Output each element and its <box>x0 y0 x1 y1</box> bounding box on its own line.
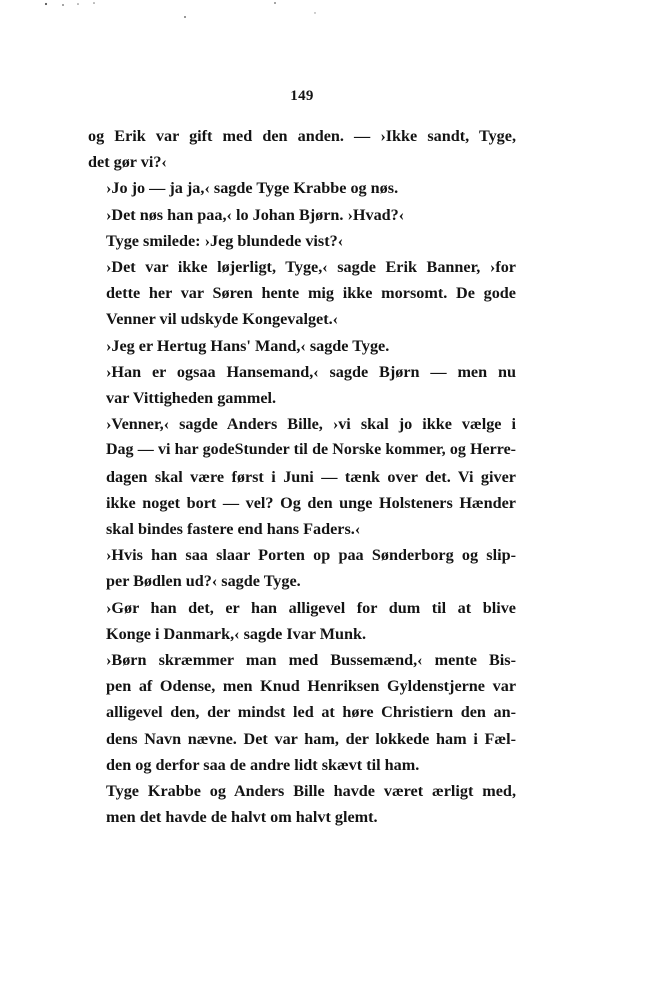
text-line: Tyge smilede: ›Jeg blundede vist?‹ <box>106 231 344 250</box>
text-line: ›Jo jo — ja ja,‹ sagde Tyge Krabbe og nøs. <box>106 179 399 198</box>
text-line: ikke noget bort — vel? Og den unge Holsteners Hænder <box>106 493 516 512</box>
text-line: Konge i Danmark,‹ sagde Ivar Munk. <box>106 624 367 643</box>
text-line: Tyge Krabbe og Anders Bille havde været ærligt med, <box>106 782 516 801</box>
text-line: var Vittigheden gammel. <box>106 389 277 408</box>
text-line: dagen skal være først i Juni — tænk over det. Vi giver <box>106 467 516 486</box>
paragraph <box>88 254 516 333</box>
text-line: ›Det var ikke løjerligt, Tyge,‹ sagde Erik Banner, ›for <box>106 258 516 277</box>
paragraph <box>88 542 516 594</box>
text-line: ›Børn skræmmer man med Bussemænd,‹ mente Bis- <box>106 651 516 670</box>
paragraph <box>88 202 516 228</box>
paragraph <box>88 778 516 830</box>
text-line: ›Gør han det, er han alligevel for dum til at blive <box>106 598 516 617</box>
paragraph <box>88 359 516 411</box>
paragraph <box>88 333 516 359</box>
text-line: per Bødlen ud?‹ sagde Tyge. <box>106 572 301 591</box>
text-line: ›Det nøs han paa,‹ lo Johan Bjørn. ›Hvad?‹ <box>106 205 405 224</box>
paragraph <box>88 595 516 647</box>
scan-specks <box>0 0 656 30</box>
text-line: dette her var Søren hente mig ikke morsomt. De gode <box>106 284 516 303</box>
paragraph <box>88 123 516 175</box>
paragraph <box>88 647 516 778</box>
text-line: ›Han er ogsaa Hansemand,‹ sagde Bjørn — men nu <box>106 362 516 381</box>
text-line: skal bindes fastere end hans Faders.‹ <box>106 520 361 539</box>
text-line: men det havde de halvt om halvt glemt. <box>106 808 378 827</box>
text-line: Venner vil udskyde Kongevalget.‹ <box>106 310 339 329</box>
text-line: Dag — vi har godeStunder til de Norske kommer, og Herre- <box>106 441 516 459</box>
text-line: ›Jeg er Hertug Hans' Mand,‹ sagde Tyge. <box>106 336 390 355</box>
body-text <box>88 123 516 830</box>
text-line: dens Navn nævne. Det var ham, der lokkede ham i Fæl- <box>106 729 516 748</box>
text-line: og Erik var gift med den anden. — ›Ikke sandt, Tyge, <box>88 127 516 145</box>
page-number: 149 <box>290 88 314 104</box>
text-line: ›Hvis han saa slaar Porten op paa Sønderborg og slip- <box>106 546 516 565</box>
text-line: pen af Odense, men Knud Henriksen Gyldenstjerne var <box>106 677 516 696</box>
paragraph <box>88 411 516 542</box>
text-line: ›Venner,‹ sagde Anders Bille, ›vi skal jo ikke vælge i <box>106 415 516 434</box>
paragraph <box>88 175 516 201</box>
text-line: den og derfor saa de andre lidt skævt til ham. <box>106 755 420 774</box>
paragraph <box>88 228 516 254</box>
text-line: alligevel den, der mindst led at høre Christiern den an- <box>106 703 516 722</box>
text-line: det gør vi?‹ <box>88 153 167 172</box>
